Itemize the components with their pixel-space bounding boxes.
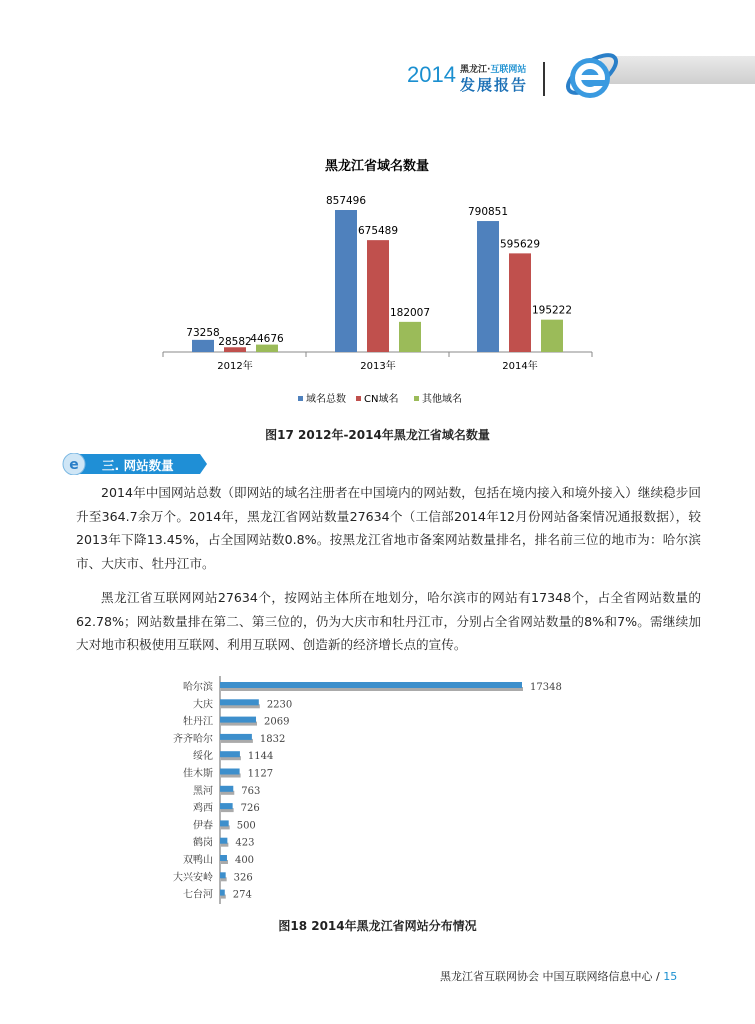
y-tick-label: 牡丹江: [183, 716, 213, 728]
bar: [220, 769, 240, 775]
bar-CN域名: [367, 240, 389, 352]
data-label: 73258: [186, 327, 220, 339]
domain-count-chart: [0, 150, 755, 420]
x-tick-label: 2014年: [502, 361, 538, 372]
y-tick-label: 佳木斯: [183, 768, 213, 780]
y-tick-label: 鸡西: [193, 803, 213, 815]
y-tick-label: 伊春: [193, 820, 213, 832]
bar: [220, 682, 522, 688]
paragraph-2: 黑龙江省互联网网站27634个，按网站主体所在地划分，哈尔滨市的网站有17348个，占全省网站数量的62.78%；网站数量排在第二、第三位的，仍为大庆市和牡丹江市，分别占全省网站数量的8%和7%。需继续加大对地市积极使用互联网、利用互联网、创造新的经济增长点的宣传。: [76, 590, 701, 652]
svg-text:e: e: [69, 457, 79, 473]
bar: [220, 855, 227, 861]
bar-其他域名: [399, 322, 421, 352]
data-label: 763: [241, 785, 261, 797]
data-label: 500: [236, 820, 256, 832]
data-label: 1144: [247, 751, 274, 763]
y-tick-label: 大庆: [193, 699, 213, 711]
data-label: 675489: [357, 225, 399, 238]
figure18-caption: 图18 2014年黑龙江省网站分布情况: [278, 919, 477, 933]
y-tick-label: 绥化: [193, 751, 213, 763]
bar: [220, 734, 252, 740]
data-label: 1127: [247, 768, 274, 780]
legend-swatch: [298, 396, 303, 401]
bar: [220, 820, 229, 826]
bar-其他域名: [541, 320, 563, 352]
data-label: 595629: [499, 238, 541, 251]
data-label: 1832: [259, 733, 286, 745]
header-band: [600, 56, 755, 84]
data-label: 726: [240, 803, 260, 815]
y-tick-label: 齐齐哈尔: [173, 733, 213, 745]
data-label: 274: [232, 889, 252, 901]
data-label: 182007: [389, 306, 431, 319]
paragraph-1: 2014年中国网站总数（即网站的域名注册者在中国境内的网站数，包括在境内接入和境外接入）继续稳步回升至364.7余万个。2014年，黑龙江省网站数量27634个（工信部2014年12月份网站备案情况通报数据），较2013年下降13.45%，占全国网站数0.8%。按黑龙江省地市备案网站数量排名，排名前三位的地市为：哈尔滨市、大庆市、牡丹江市。: [76, 485, 701, 571]
y-tick-label: 七台河: [183, 889, 213, 901]
data-label: 326: [233, 872, 253, 884]
header-title: 发展报告: [460, 76, 529, 94]
bar: [220, 803, 233, 809]
y-tick-label: 黑河: [193, 785, 213, 797]
bar-域名总数: [192, 340, 214, 352]
bar-域名总数: [335, 210, 357, 352]
footer: 黑龙江省互联网协会 中国互联网络信息中心 / 15: [440, 970, 678, 983]
bar: [220, 751, 240, 757]
data-label: 17348: [530, 682, 562, 693]
y-tick-label: 哈尔滨: [183, 682, 213, 693]
data-label: 400: [234, 855, 255, 866]
data-label: 44676: [250, 333, 284, 345]
header-divider: [543, 62, 545, 96]
legend-label: CN域名: [364, 394, 399, 405]
bar: [220, 838, 227, 844]
bar: [220, 717, 256, 723]
data-label: 790851: [467, 206, 509, 219]
section-title: 三. 网站数量: [102, 458, 174, 473]
figure17-caption: 图17 2012年-2014年黑龙江省域名数量: [265, 428, 490, 442]
data-label: 2230: [266, 699, 293, 711]
header-org-2: 互联网站: [490, 65, 527, 75]
bar-CN域名: [509, 253, 531, 352]
data-label: 857496: [325, 195, 367, 207]
legend-label: 其他域名: [422, 394, 462, 405]
y-tick-label: 大兴安岭: [173, 872, 213, 884]
legend-swatch: [414, 396, 419, 401]
legend-label: 域名总数: [306, 394, 346, 405]
bar-域名总数: [477, 221, 499, 352]
bar: [220, 786, 233, 792]
page-number: 15: [663, 970, 678, 983]
legend-swatch: [356, 396, 361, 401]
footer-orgs: 黑龙江省互联网协会 中国互联网络信息中心: [440, 970, 653, 983]
y-tick-label: 鹤岗: [193, 837, 213, 849]
data-label: 423: [235, 837, 255, 849]
header-year: 2014: [407, 62, 456, 87]
chart-title: 黑龙江省域名数量: [324, 159, 430, 174]
y-tick-label: 双鸭山: [183, 855, 213, 866]
x-tick-label: 2012年: [217, 361, 253, 372]
bar-其他域名: [256, 345, 278, 352]
header-org-1: 黑龙江·: [460, 65, 491, 75]
data-label: 195222: [531, 304, 573, 317]
x-tick-label: 2013年: [360, 361, 396, 372]
data-label: 28582: [218, 336, 252, 348]
bar: [220, 699, 259, 705]
ie-logo-icon: [560, 44, 620, 106]
website-distribution-chart: [0, 672, 755, 907]
bar: [220, 890, 225, 896]
data-label: 2069: [264, 716, 290, 728]
bar: [220, 872, 226, 878]
